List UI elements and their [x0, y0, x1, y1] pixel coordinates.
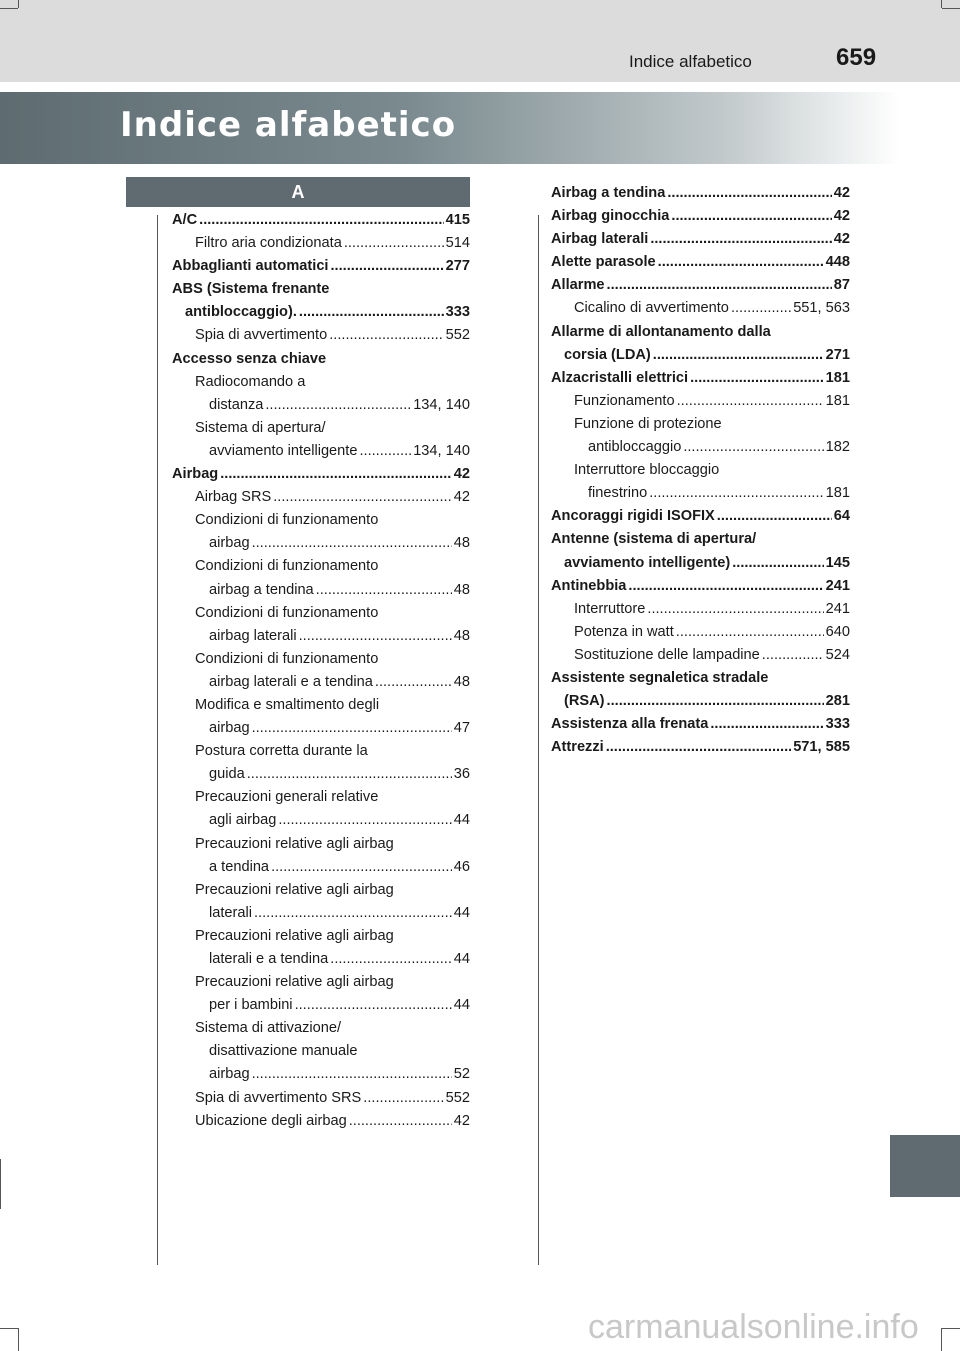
index-entry-term: Spia di avvertimento — [195, 327, 328, 344]
index-entry-page: 277 — [445, 258, 470, 275]
index-entry-term: airbag laterali — [209, 627, 297, 644]
dot-leader — [247, 763, 452, 786]
index-entry — [172, 301, 470, 324]
index-entry — [172, 1110, 470, 1133]
index-entry-page: 333 — [825, 716, 850, 733]
dot-leader — [199, 209, 444, 232]
crop-mark — [941, 1328, 942, 1351]
index-entry — [551, 552, 850, 575]
index-column-left — [172, 209, 470, 1133]
index-entry — [551, 736, 850, 759]
index-entry-term: Antinebbia — [551, 577, 627, 594]
index-entry-page: 551, 563 — [793, 300, 850, 317]
dot-leader — [671, 205, 831, 228]
index-entry — [172, 255, 470, 278]
dot-leader — [331, 255, 444, 278]
crop-mark — [942, 8, 960, 9]
index-entry-page: 52 — [453, 1066, 470, 1083]
dot-leader — [359, 440, 411, 463]
dot-leader — [731, 297, 791, 320]
index-entry-term: antibloccaggio — [588, 439, 682, 456]
index-entry: Funzione di protezione — [574, 415, 722, 432]
index-entry: Allarme di allontanamento dalla — [551, 323, 771, 340]
dot-leader — [628, 575, 823, 598]
index-entry-page: 571, 585 — [793, 739, 850, 756]
crop-mark — [942, 1328, 960, 1329]
index-entry-term: Filtro aria condizionata — [195, 235, 342, 252]
index-entry-page: 48 — [453, 627, 470, 644]
index-entry-term: Airbag a tendina — [551, 185, 666, 201]
column-divider-middle — [538, 215, 539, 1265]
index-entry — [551, 690, 850, 713]
index-column-right — [551, 182, 850, 759]
index-entry — [172, 994, 470, 1017]
crop-mark — [0, 1159, 1, 1209]
running-header-title: Indice alfabetico — [629, 52, 752, 71]
dot-leader — [273, 486, 452, 509]
index-entry-term: airbag — [209, 535, 250, 552]
dot-leader — [271, 856, 452, 879]
index-entry-page: 87 — [833, 277, 850, 294]
crop-mark — [941, 0, 942, 8]
index-entry-term: agli airbag — [209, 812, 277, 829]
index-entry — [551, 228, 850, 251]
index-entry — [551, 182, 850, 205]
index-entry-term: Alzacristalli elettrici — [551, 369, 689, 386]
index-entry-page: 42 — [833, 231, 850, 248]
index-entry-page: 145 — [825, 554, 850, 571]
dot-leader — [606, 736, 791, 759]
index-entry-term: avviamento intelligente — [209, 442, 358, 459]
index-entry — [551, 598, 850, 621]
crop-mark — [18, 0, 19, 8]
index-entry — [172, 394, 470, 417]
index-entry-page: 271 — [825, 346, 850, 363]
index-entry: Antenne (sistema di apertura/ — [551, 531, 757, 548]
crop-mark — [18, 1328, 19, 1351]
dot-leader — [607, 690, 824, 713]
dot-leader — [690, 367, 824, 390]
index-entry-page: 134, 140 — [413, 442, 470, 459]
index-entry — [172, 486, 470, 509]
index-entry-term: distanza — [209, 396, 264, 413]
index-entry: Precauzioni relative agli airbag — [195, 974, 394, 991]
dot-leader — [220, 463, 452, 486]
dot-leader — [732, 552, 823, 575]
index-entry-page: 48 — [453, 535, 470, 552]
index-entry-page: 44 — [453, 812, 470, 829]
index-entry: Precauzioni relative agli airbag — [195, 881, 394, 898]
index-entry: Precauzioni generali relative — [195, 789, 379, 806]
dot-leader — [653, 344, 824, 367]
dot-leader — [363, 1087, 443, 1110]
index-entry — [551, 390, 850, 413]
index-entry — [551, 575, 850, 598]
dot-leader — [649, 482, 823, 505]
index-entry — [172, 809, 470, 832]
index-entry-page: 42 — [833, 208, 850, 225]
index-entry — [551, 436, 850, 459]
index-entry — [551, 274, 850, 297]
index-entry-term: per i bambini — [209, 997, 293, 1014]
index-entry-term: avviamento intelligente) — [564, 554, 731, 571]
index-entry-page: 333 — [445, 304, 470, 321]
index-entry-page: 64 — [833, 508, 850, 525]
dot-leader — [299, 301, 444, 324]
index-entry-page: 281 — [825, 693, 850, 710]
watermark: carmanualsonline.info — [588, 1308, 919, 1346]
page-number: 659 — [836, 44, 877, 71]
index-entry-page: 241 — [825, 577, 850, 594]
dot-leader — [349, 1110, 452, 1133]
index-entry-term: Airbag SRS — [195, 489, 272, 506]
dot-leader — [329, 324, 443, 347]
dot-leader — [677, 390, 824, 413]
index-entry-term: guida — [209, 766, 245, 783]
column-divider-left — [157, 215, 158, 1265]
index-entry-page: 181 — [825, 369, 850, 386]
index-entry — [172, 463, 470, 486]
index-entry: Condizioni di funzionamento — [195, 512, 379, 529]
index-entry: ABS (Sistema frenante — [172, 281, 330, 298]
index-entry-term: Funzionamento — [574, 392, 675, 409]
dot-leader — [667, 182, 831, 205]
index-entry — [172, 324, 470, 347]
index-entry: Condizioni di funzionamento — [195, 650, 379, 667]
index-entry-term: Interruttore — [574, 600, 646, 617]
dot-leader — [316, 579, 452, 602]
index-entry-page: 181 — [825, 392, 850, 409]
index-entry-term: Ubicazione degli airbag — [195, 1112, 347, 1129]
index-entry-page: 514 — [445, 235, 470, 252]
crop-mark — [0, 1328, 18, 1329]
page-title: Indice alfabetico — [120, 105, 457, 145]
index-entry-page: 241 — [825, 600, 850, 617]
index-entry: Sistema di apertura/ — [195, 419, 326, 436]
index-entry-page: 552 — [445, 1089, 470, 1106]
index-entry: Modifica e smaltimento degli — [195, 696, 380, 713]
index-entry-page: 524 — [825, 646, 850, 663]
index-entry — [172, 1063, 470, 1086]
index-entry: Postura corretta durante la — [195, 743, 368, 760]
dot-leader — [252, 717, 452, 740]
index-entry — [172, 856, 470, 879]
index-entry — [172, 948, 470, 971]
dot-leader — [658, 251, 824, 274]
index-entry: Assistente segnaletica stradale — [551, 669, 769, 686]
index-entry-page: 640 — [825, 623, 850, 640]
index-entry — [172, 902, 470, 925]
index-entry-term: A/C — [172, 212, 198, 228]
index-entry-term: airbag — [209, 1066, 250, 1083]
index-entry-page: 181 — [825, 485, 850, 502]
index-entry-term: Abbaglianti automatici — [172, 258, 329, 275]
index-entry: Precauzioni relative agli airbag — [195, 927, 394, 944]
index-entry-page: 48 — [453, 673, 470, 690]
index-entry — [551, 297, 850, 320]
index-entry — [172, 440, 470, 463]
index-entry: disattivazione manuale — [209, 1043, 358, 1060]
index-entry-page: 415 — [445, 212, 470, 228]
index-entry-page: 48 — [453, 581, 470, 598]
index-entry-term: Spia di avvertimento SRS — [195, 1089, 362, 1106]
index-entry: Sistema di attivazione/ — [195, 1020, 342, 1037]
index-entry-page: 46 — [453, 858, 470, 875]
index-entry-term: Allarme — [551, 277, 605, 294]
index-entry — [551, 713, 850, 736]
index-entry-page: 182 — [825, 439, 850, 456]
index-entry — [551, 344, 850, 367]
dot-leader — [278, 809, 451, 832]
index-entry — [172, 532, 470, 555]
index-entry-term: antibloccaggio). — [185, 304, 297, 321]
index-entry-term: Attrezzi — [551, 739, 604, 756]
dot-leader — [252, 532, 452, 555]
index-entry-page: 36 — [453, 766, 470, 783]
index-entry: Condizioni di funzionamento — [195, 558, 379, 575]
index-entry-term: (RSA) — [564, 693, 605, 710]
dot-leader — [375, 671, 452, 694]
index-entry — [172, 209, 470, 232]
index-entry — [551, 367, 850, 390]
index-entry-term: airbag laterali e a tendina — [209, 673, 373, 690]
dot-leader — [683, 436, 823, 459]
crop-mark — [0, 8, 18, 9]
index-entry — [172, 763, 470, 786]
index-entry-page: 42 — [453, 489, 470, 506]
index-entry-term: Sostituzione delle lampadine — [574, 646, 760, 663]
index-entry-term: Airbag ginocchia — [551, 208, 670, 225]
index-entry — [551, 251, 850, 274]
index-entry: Precauzioni relative agli airbag — [195, 835, 394, 852]
page-header-band — [0, 0, 960, 82]
index-entry — [172, 579, 470, 602]
index-entry-term: Airbag laterali — [551, 231, 649, 248]
index-entry: Interruttore bloccaggio — [574, 462, 720, 479]
index-entry-page: 44 — [453, 951, 470, 967]
index-entry — [551, 482, 850, 505]
index-entry-term: finestrino — [588, 485, 648, 502]
dot-leader — [252, 1063, 452, 1086]
index-entry-term: Potenza in watt — [574, 623, 674, 640]
index-entry-page: 42 — [453, 1112, 470, 1129]
dot-leader — [299, 625, 452, 648]
dot-leader — [344, 232, 444, 255]
index-entry-page: 42 — [833, 185, 850, 201]
index-entry — [551, 205, 850, 228]
index-entry-term: Assistenza alla frenata — [551, 716, 709, 733]
dot-leader — [607, 274, 832, 297]
index-entry — [551, 621, 850, 644]
index-entry — [551, 505, 850, 528]
index-entry-page: 448 — [825, 254, 850, 271]
dot-leader — [295, 994, 452, 1017]
dot-leader — [717, 505, 832, 528]
index-entry-term: corsia (LDA) — [564, 346, 651, 363]
index-entry — [172, 717, 470, 740]
index-entry-term: laterali e a tendina — [209, 951, 329, 967]
dot-leader — [650, 228, 831, 251]
index-entry-term: laterali — [209, 904, 252, 921]
index-entry-page: 134, 140 — [413, 396, 470, 413]
index-entry-page: 552 — [445, 327, 470, 344]
index-entry-page: 42 — [453, 466, 470, 483]
dot-leader — [265, 394, 411, 417]
index-entry-page: 44 — [453, 904, 470, 921]
index-entry — [172, 232, 470, 255]
index-entry — [551, 644, 850, 667]
index-entry: Radiocomando a — [195, 373, 306, 390]
index-entry-page: 47 — [453, 720, 470, 737]
index-letter-header: A — [126, 177, 470, 207]
dot-leader — [647, 598, 823, 621]
index-entry-term: Airbag — [172, 466, 219, 483]
index-entry-term: airbag a tendina — [209, 581, 314, 598]
index-entry: Accesso senza chiave — [172, 350, 327, 367]
index-entry-term: Alette parasole — [551, 254, 656, 271]
dot-leader — [762, 644, 824, 667]
index-entry — [172, 671, 470, 694]
dot-leader — [676, 621, 824, 644]
index-entry — [172, 1087, 470, 1110]
index-entry-page: 44 — [453, 997, 470, 1014]
section-thumb-tab — [890, 1135, 960, 1197]
index-entry — [172, 625, 470, 648]
index-entry-term: a tendina — [209, 858, 270, 875]
index-entry-term: Ancoraggi rigidi ISOFIX — [551, 508, 715, 525]
index-entry-term: airbag — [209, 720, 250, 737]
dot-leader — [254, 902, 452, 925]
index-entry: Condizioni di funzionamento — [195, 604, 379, 621]
dot-leader — [330, 948, 452, 971]
index-entry-term: Cicalino di avvertimento — [574, 300, 729, 317]
dot-leader — [710, 713, 823, 736]
